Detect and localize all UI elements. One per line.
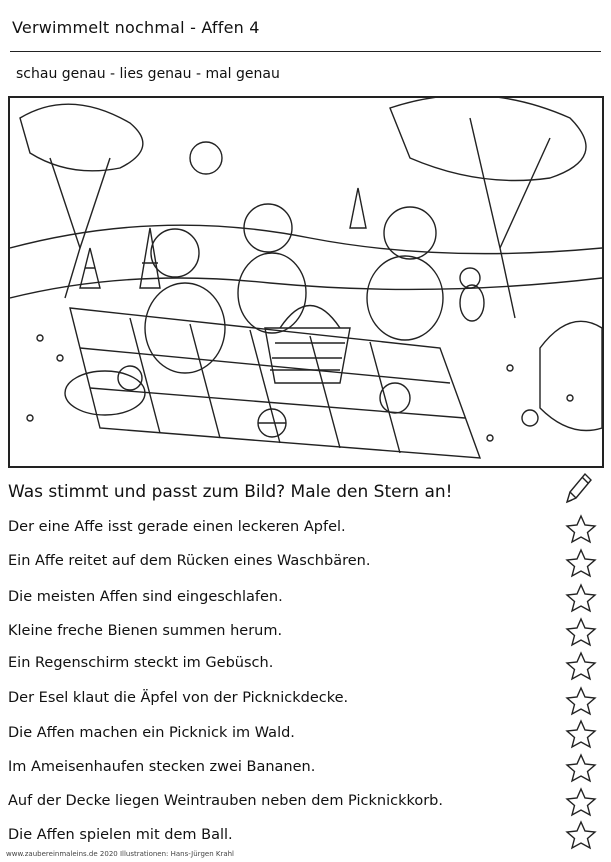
picnic-illustration [10, 98, 602, 466]
title-divider [10, 51, 601, 52]
star-outline-icon[interactable] [565, 820, 597, 850]
page-title: Verwimmelt nochmal - Affen 4 [12, 18, 260, 37]
statement-10: Die Affen spielen mit dem Ball. [8, 827, 233, 843]
statement-2: Ein Affe reitet auf dem Rücken eines Waschbären. [8, 553, 371, 569]
star-outline-icon[interactable] [565, 753, 597, 783]
footer-credit: www.zaubereinmaleins.de 2020 Illustrationen: Hans-Jürgen Krahl [6, 850, 234, 858]
pencil-icon [563, 470, 593, 506]
statement-9: Auf der Decke liegen Weintrauben neben dem Picknickkorb. [8, 793, 443, 809]
search-picture [8, 96, 604, 468]
star-outline-icon[interactable] [565, 651, 597, 681]
statement-6: Der Esel klaut die Äpfel von der Picknickdecke. [8, 690, 349, 706]
statement-8: Im Ameisenhaufen stecken zwei Bananen. [8, 759, 316, 775]
star-outline-icon[interactable] [565, 719, 597, 749]
star-outline-icon[interactable] [565, 686, 597, 716]
page-subtitle: schau genau - lies genau - mal genau [16, 66, 280, 82]
statement-3: Die meisten Affen sind eingeschlafen. [8, 589, 283, 605]
star-outline-icon[interactable] [565, 617, 597, 647]
task-question: Was stimmt und passt zum Bild? Male den Stern an! [8, 482, 453, 502]
statement-4: Kleine freche Bienen summen herum. [8, 623, 283, 639]
statement-5: Ein Regenschirm steckt im Gebüsch. [8, 655, 274, 671]
star-outline-icon[interactable] [565, 548, 597, 578]
star-outline-icon[interactable] [565, 583, 597, 613]
statement-7: Die Affen machen ein Picknick im Wald. [8, 725, 295, 741]
statement-1: Der eine Affe isst gerade einen leckeren Apfel. [8, 519, 346, 535]
star-outline-icon[interactable] [565, 514, 597, 544]
star-outline-icon[interactable] [565, 787, 597, 817]
